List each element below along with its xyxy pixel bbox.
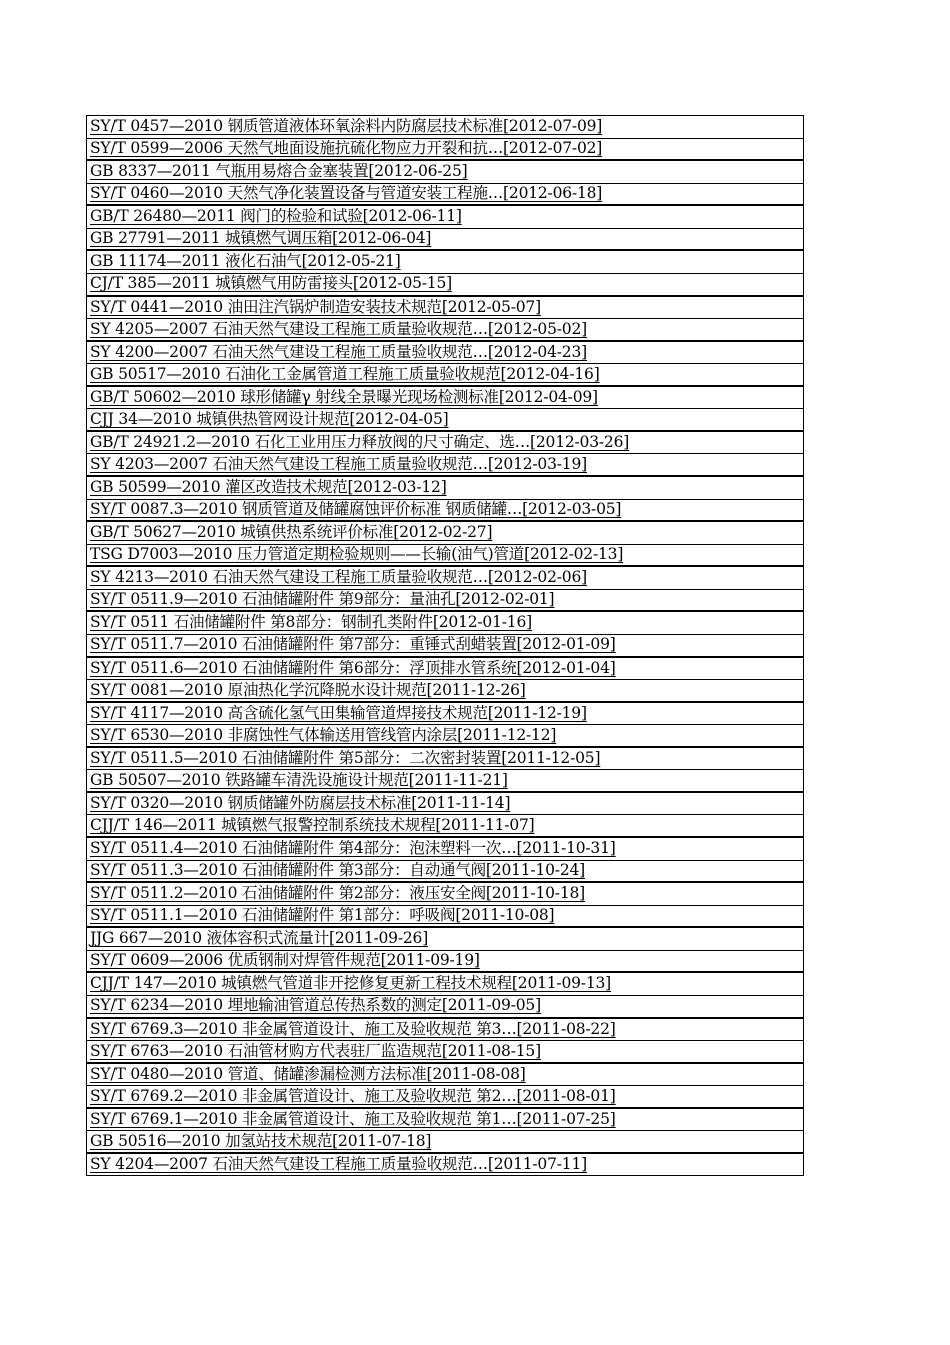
standard-link[interactable]: GB 11174—2011 液化石油气[2012-05-21] bbox=[90, 252, 401, 271]
list-item bbox=[87, 1064, 803, 1087]
list-item bbox=[87, 1131, 803, 1154]
standard-link[interactable]: GB/T 26480—2011 阀门的检验和试验[2012-06-11] bbox=[90, 207, 462, 226]
standard-link[interactable]: SY 4200—2007 石油天然气建设工程施工质量验收规范…[2012-04-23] bbox=[90, 342, 587, 361]
standard-link[interactable]: SY/T 0511.9—2010 石油储罐附件 第9部分：量油孔[2012-02-01] bbox=[90, 590, 555, 609]
list-item bbox=[87, 658, 803, 681]
standard-link[interactable]: SY/T 0511.3—2010 石油储罐附件 第3部分：自动通气阀[2011-10-24] bbox=[90, 861, 585, 880]
list-item bbox=[87, 1109, 803, 1132]
standard-link[interactable]: GB 50516—2010 加氢站技术规范[2011-07-18] bbox=[90, 1131, 432, 1150]
standard-link[interactable]: GB/T 50602—2010 球形储罐γ 射线全景曝光现场检测标准[2012-04-09] bbox=[90, 387, 598, 406]
list-item bbox=[87, 838, 803, 861]
standard-link[interactable]: SY/T 0081—2010 原油热化学沉降脱水设计规范[2011-12-26] bbox=[90, 680, 526, 699]
list-item bbox=[87, 545, 803, 568]
list-item bbox=[87, 500, 803, 523]
list-item bbox=[87, 815, 803, 838]
standard-link[interactable]: SY 4205—2007 石油天然气建设工程施工质量验收规范…[2012-05-02] bbox=[90, 319, 587, 338]
standard-link[interactable]: SY/T 0511 石油储罐附件 第8部分：钢制孔类附件[2012-01-16] bbox=[90, 613, 532, 632]
list-item bbox=[87, 883, 803, 906]
list-item bbox=[87, 1154, 803, 1177]
list-item bbox=[87, 139, 803, 162]
standards-list bbox=[86, 115, 804, 1176]
standard-link[interactable]: GB/T 50627—2010 城镇供热系统评价标准[2012-02-27] bbox=[90, 523, 493, 542]
standard-link[interactable]: JJG 667—2010 液体容积式流量计[2011-09-26] bbox=[90, 929, 429, 948]
list-item bbox=[87, 951, 803, 974]
list-item bbox=[87, 206, 803, 229]
list-item bbox=[87, 680, 803, 703]
standard-link[interactable]: GB 8337—2011 气瓶用易熔合金塞装置[2012-06-25] bbox=[90, 162, 468, 181]
standard-link[interactable]: SY/T 0599—2006 天然气地面设施抗硫化物应力开裂和抗…[2012-07-02] bbox=[90, 139, 603, 158]
list-item bbox=[87, 1041, 803, 1064]
standard-link[interactable]: CJJ/T 146—2011 城镇燃气报警控制系统技术规程[2011-11-07] bbox=[90, 815, 535, 834]
standard-link[interactable]: GB 50599—2010 灌区改造技术规范[2012-03-12] bbox=[90, 478, 447, 497]
standard-link[interactable]: SY 4213—2010 石油天然气建设工程施工质量验收规范…[2012-02-06] bbox=[90, 568, 587, 587]
list-item bbox=[87, 342, 803, 365]
standard-link[interactable]: CJJ/T 147—2010 城镇燃气管道非开挖修复更新工程技术规程[2011-09-13] bbox=[90, 974, 611, 993]
list-item bbox=[87, 1086, 803, 1109]
standard-link[interactable]: SY/T 0480—2010 管道、储罐渗漏检测方法标准[2011-08-08] bbox=[90, 1064, 526, 1083]
standard-link[interactable]: SY/T 6530—2010 非腐蚀性气体输送用管线管内涂层[2011-12-12] bbox=[90, 725, 557, 744]
list-item bbox=[87, 387, 803, 410]
list-item bbox=[87, 432, 803, 455]
standard-link[interactable]: SY/T 0320—2010 钢质储罐外防腐层技术标准[2011-11-14] bbox=[90, 793, 511, 812]
list-item bbox=[87, 184, 803, 207]
standard-link[interactable]: SY/T 0511.4—2010 石油储罐附件 第4部分：泡沫塑料一次…[2011-10-31] bbox=[90, 839, 616, 858]
standard-link[interactable]: SY/T 4117—2010 高含硫化氢气田集输管道焊接技术规范[2011-12-19] bbox=[90, 703, 587, 722]
standard-link[interactable]: SY/T 6769.3—2010 非金属管道设计、施工及验收规范 第3…[2011-08-22] bbox=[90, 1019, 616, 1038]
list-item bbox=[87, 229, 803, 252]
list-item bbox=[87, 725, 803, 748]
standard-link[interactable]: SY/T 0460—2010 天然气净化装置设备与管道安装工程施…[2012-06-18] bbox=[90, 184, 603, 203]
standard-link[interactable]: GB 50517—2010 石油化工金属管道工程施工质量验收规范[2012-04-16] bbox=[90, 364, 600, 383]
list-item bbox=[87, 274, 803, 297]
list-item bbox=[87, 251, 803, 274]
standard-link[interactable]: SY/T 0511.6—2010 石油储罐附件 第6部分：浮顶排水管系统[2012-01-04] bbox=[90, 658, 616, 677]
list-item bbox=[87, 748, 803, 771]
list-item bbox=[87, 635, 803, 658]
list-item bbox=[87, 116, 803, 139]
standard-link[interactable]: SY/T 6763—2010 石油管材购方代表驻厂监造规范[2011-08-15] bbox=[90, 1041, 541, 1060]
list-item bbox=[87, 567, 803, 590]
standard-link[interactable]: GB/T 24921.2—2010 石化工业用压力释放阀的尺寸确定、选…[2012-03-26] bbox=[90, 432, 630, 451]
standard-link[interactable]: SY/T 6769.1—2010 非金属管道设计、施工及验收规范 第1…[2011-07-25] bbox=[90, 1109, 616, 1128]
standard-link[interactable]: SY 4204—2007 石油天然气建设工程施工质量验收规范…[2011-07-11] bbox=[90, 1154, 587, 1173]
standard-link[interactable]: SY/T 0511.1—2010 石油储罐附件 第1部分：呼吸阀[2011-10-08] bbox=[90, 906, 555, 925]
list-item bbox=[87, 454, 803, 477]
list-item bbox=[87, 319, 803, 342]
standard-link[interactable]: SY/T 0457—2010 钢质管道液体环氧涂料内防腐层技术标准[2012-07-09] bbox=[90, 117, 603, 136]
list-item bbox=[87, 590, 803, 613]
standard-link[interactable]: SY/T 0511.7—2010 石油储罐附件 第7部分：重锤式刮蜡装置[2012-01-09] bbox=[90, 635, 616, 654]
standard-link[interactable]: CJJ 34—2010 城镇供热管网设计规范[2012-04-05] bbox=[90, 409, 449, 428]
list-item bbox=[87, 861, 803, 884]
standard-link[interactable]: SY/T 6234—2010 埋地输油管道总传热系数的测定[2011-09-05] bbox=[90, 996, 541, 1015]
list-item bbox=[87, 477, 803, 500]
standard-link[interactable]: GB 27791—2011 城镇燃气调压箱[2012-06-04] bbox=[90, 229, 432, 248]
list-item bbox=[87, 364, 803, 387]
list-item bbox=[87, 612, 803, 635]
standard-link[interactable]: GB 50507—2010 铁路罐车清洗设施设计规范[2011-11-21] bbox=[90, 770, 508, 789]
standard-link[interactable]: SY/T 6769.2—2010 非金属管道设计、施工及验收规范 第2…[2011-08-01] bbox=[90, 1086, 616, 1105]
list-item bbox=[87, 906, 803, 929]
standard-link[interactable]: SY/T 0511.2—2010 石油储罐附件 第2部分：液压安全阀[2011-10-18] bbox=[90, 884, 585, 903]
standard-link[interactable]: CJ/T 385—2011 城镇燃气用防雷接头[2012-05-15] bbox=[90, 274, 452, 293]
list-item bbox=[87, 703, 803, 726]
list-item bbox=[87, 996, 803, 1019]
list-item bbox=[87, 297, 803, 320]
list-item bbox=[87, 928, 803, 951]
list-item bbox=[87, 522, 803, 545]
standard-link[interactable]: SY/T 0511.5—2010 石油储罐附件 第5部分：二次密封装置[2011-12-05] bbox=[90, 748, 601, 767]
standard-link[interactable]: SY/T 0609—2006 优质钢制对焊管件规范[2011-09-19] bbox=[90, 951, 480, 970]
list-item bbox=[87, 770, 803, 793]
standard-link[interactable]: SY/T 0087.3—2010 钢质管道及储罐腐蚀评价标准 钢质储罐…[2012-03-05] bbox=[90, 500, 622, 519]
standard-link[interactable]: SY/T 0441—2010 油田注汽锅炉制造安装技术规范[2012-05-07] bbox=[90, 297, 541, 316]
list-item bbox=[87, 973, 803, 996]
standard-link[interactable]: TSG D7003—2010 压力管道定期检验规则——长输(油气)管道[2012-02-13] bbox=[90, 545, 624, 564]
list-item bbox=[87, 1019, 803, 1042]
standard-link[interactable]: SY 4203—2007 石油天然气建设工程施工质量验收规范…[2012-03-19] bbox=[90, 454, 587, 473]
list-item bbox=[87, 161, 803, 184]
list-item bbox=[87, 409, 803, 432]
list-item bbox=[87, 793, 803, 816]
